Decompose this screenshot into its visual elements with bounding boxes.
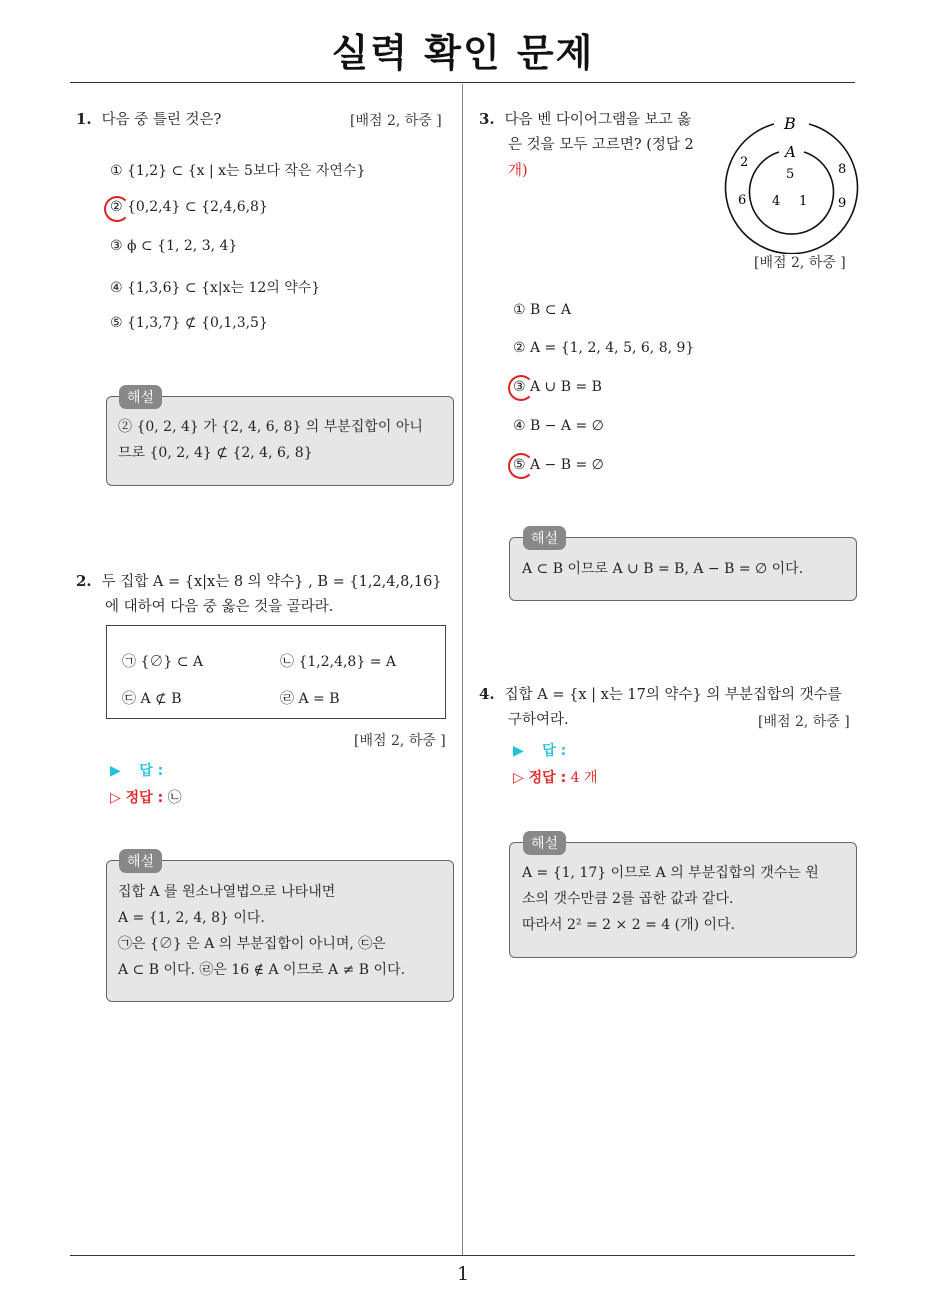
q3-red-mark-2 (508, 453, 534, 479)
q3-choice-1[interactable]: ① B ⊂ A (513, 302, 572, 318)
venn-inner-num-3: 1 (799, 194, 808, 209)
q2-explain-line-3: ㉠은 {∅} 은 A 의 부분집합이 아니며, ㉢은 (118, 936, 386, 952)
q4-explain-line-2: 소의 갯수만큼 2를 곱한 값과 같다. (522, 891, 734, 907)
q2-text-1: 두 집합 A = {x|x는 8 의 약수} , B = {1,2,4,8,16} (101, 574, 442, 590)
q1-explain-line-1: ② {0, 2, 4} 가 {2, 4, 6, 8} 의 부분집합이 아니 (118, 419, 423, 435)
q1-choice-1[interactable]: ① {1,2} ⊂ {x | x는 5보다 작은 자연수} (110, 163, 366, 179)
q3-choice-4[interactable]: ④ B − A = ∅ (513, 418, 604, 434)
q2-explain-line-1: 집합 A 를 원소나열법으로 나타내면 (118, 884, 336, 900)
q2-text-2: 에 대하여 다음 중 옳은 것을 골라라. (105, 599, 334, 615)
q1-choice-4[interactable]: ④ {1,3,6} ⊂ {x|x는 12의 약수} (110, 280, 321, 296)
q4-text-1: 집합 A = {x | x는 17의 약수} 의 부분집합의 갯수를 (504, 687, 842, 703)
q4-explain-label: 해설 (523, 831, 566, 855)
q2-option-c[interactable]: ㉢ A ⊄ B (122, 691, 182, 707)
q4-explain-line-1: A = {1, 17} 이므로 A 의 부분집합의 갯수는 원 (522, 865, 819, 881)
q3-choice-5[interactable]: ⑤ A − B = ∅ (513, 457, 604, 473)
venn-inner-num-2: 4 (772, 194, 781, 209)
q3-explain-text: A ⊂ B 이므로 A ∪ B = B, A − B = ∅ 이다. (522, 561, 804, 577)
venn-inner-num-1: 5 (786, 167, 795, 182)
q3-meta: [배점 2, 하중 ] (754, 255, 846, 271)
q2-explain-line-4: A ⊂ B 이다. ㉣은 16 ∉ A 이므로 A ≠ B 이다. (118, 962, 406, 978)
q1-prompt (76, 106, 221, 133)
q2-answer-label: 답 : (139, 763, 164, 779)
q4-text-2: 구하여라. (508, 712, 569, 728)
q4-explain-line-3: 따라서 2² = 2 × 2 = 4 (개) 이다. (522, 917, 736, 933)
q4-prompt (479, 681, 842, 708)
venn-outer-label: B (784, 114, 796, 133)
q1-choice-5[interactable]: ⑤ {1,3,7} ⊄ {0,1,3,5} (110, 315, 268, 331)
q4-answer-label: 답 : (542, 743, 567, 759)
q1-explain-line-2: 므로 {0, 2, 4} ⊄ {2, 4, 6, 8} (118, 445, 313, 461)
q2-number: 2. (76, 572, 92, 590)
venn-inner-circle (750, 152, 834, 234)
q2-option-a[interactable]: ㉠ {∅} ⊂ A (122, 654, 204, 670)
column-divider (462, 84, 463, 1255)
page-number: 1 (456, 1263, 470, 1285)
q4-correct-value: 4 개 (570, 770, 598, 786)
q1-choice-2[interactable] (110, 199, 268, 215)
q4-correct-row (513, 767, 598, 787)
q2-correct-value: ㉡ (167, 790, 182, 806)
q2-explain-line-2: A = {1, 2, 4, 8} 이다. (118, 910, 265, 926)
q2-correct-row (110, 787, 182, 807)
q1-explain-text (118, 414, 423, 466)
q1-red-mark (104, 196, 130, 222)
q3-text-1: 다음 벤 다이어그램을 보고 옳 (504, 112, 692, 128)
q1-explain-label: 해설 (119, 385, 162, 409)
bottom-rule (70, 1255, 855, 1256)
venn-diagram (720, 112, 862, 254)
top-rule (70, 82, 855, 83)
q1-choice-3[interactable]: ③ ϕ ⊂ {1, 2, 3, 4} (110, 238, 238, 254)
q3-explain-label: 해설 (523, 526, 566, 550)
q3-prompt (479, 106, 691, 133)
venn-outer-num-4: 9 (838, 196, 847, 211)
venn-outer-num-1: 2 (740, 155, 749, 170)
q3-text-2: 은 것을 모두 고르면? (정답 2 (508, 137, 694, 153)
q4-number: 4. (479, 685, 495, 703)
q1-choice-2-text: ② {0,2,4} ⊂ {2,4,6,8} (110, 199, 268, 215)
q4-correct-label: ▷ 정답 : (513, 770, 567, 786)
q1-text: 다음 중 틀린 것은? (101, 112, 222, 128)
q2-prompt (76, 568, 442, 595)
q2-meta: [배점 2, 하중 ] (354, 733, 446, 749)
q1-number: 1. (76, 110, 92, 128)
q2-explain-label: 해설 (119, 849, 162, 873)
q3-choice-3[interactable]: ③ A ∪ B = B (513, 379, 602, 395)
q2-option-d[interactable]: ㉣ A = B (280, 691, 340, 707)
play-icon: ▶ (513, 743, 524, 759)
q4-answer-row (513, 740, 566, 760)
q2-answer-row (110, 760, 163, 780)
q2-option-b[interactable]: ㉡ {1,2,4,8} = A (280, 654, 396, 670)
q2-explain-text (118, 879, 405, 983)
q3-number: 3. (479, 110, 495, 128)
venn-inner-label: A (785, 143, 796, 161)
venn-outer-num-3: 8 (838, 162, 847, 177)
play-icon: ▶ (110, 763, 121, 779)
q3-red-mark-1 (508, 375, 534, 401)
q3-text-3: 개) (508, 163, 528, 179)
q2-correct-label: ▷ 정답 : (110, 790, 164, 806)
page-title: 실력 확인 문제 (331, 31, 595, 75)
q4-explain-text (522, 860, 819, 938)
q3-choice-2[interactable]: ② A = {1, 2, 4, 5, 6, 8, 9} (513, 340, 695, 356)
venn-outer-num-2: 6 (738, 193, 747, 208)
q1-meta: [배점 2, 하중 ] (350, 113, 442, 129)
q4-meta: [배점 2, 하중 ] (758, 714, 850, 730)
